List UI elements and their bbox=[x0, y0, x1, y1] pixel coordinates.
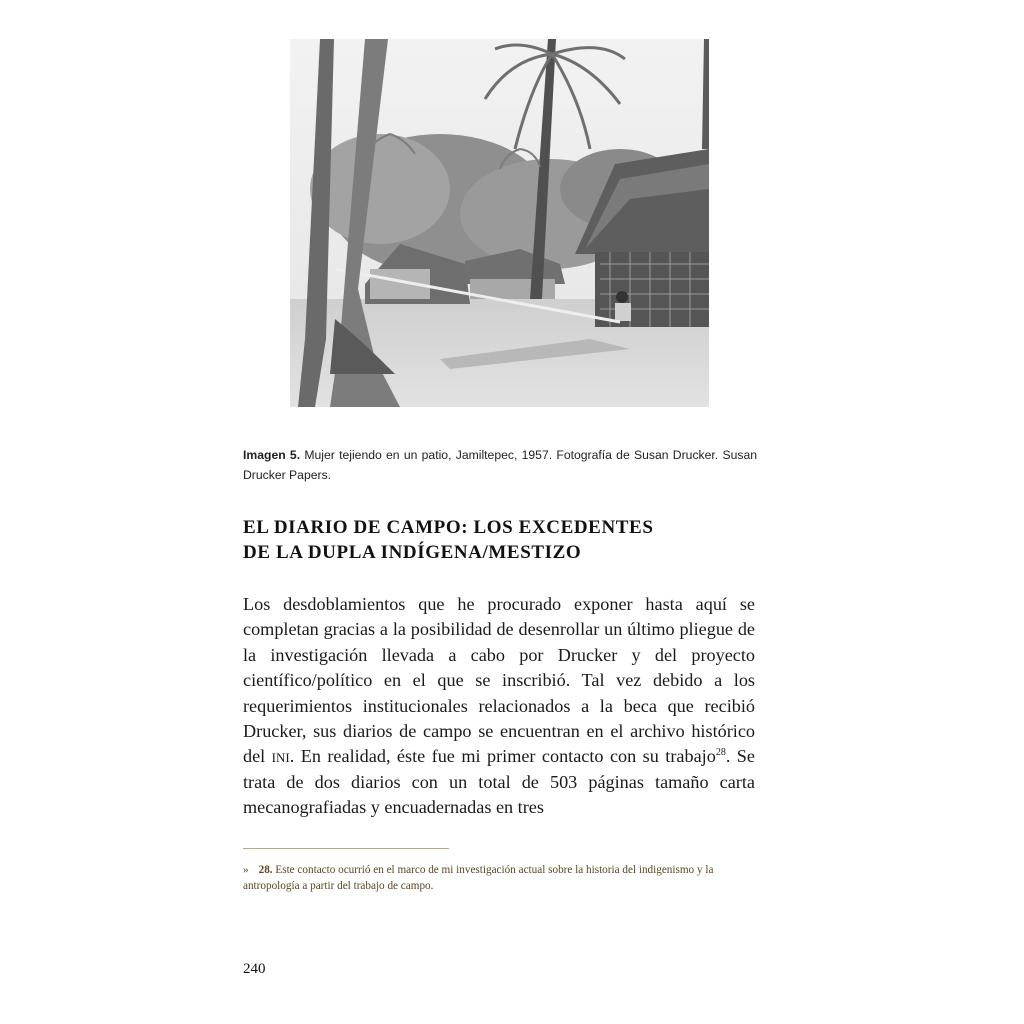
acronym-ini: ini bbox=[271, 746, 290, 767]
section-heading-line-1: EL DIARIO DE CAMPO: LOS EXCEDENTES bbox=[243, 517, 654, 538]
body-text-part-1: Los desdoblamientos que he procurado exponer hasta aquí se completan gracias a la posibilidad de desenrollar un último pliegue de la investigación llevada a cabo por Drucker y del proyecto científico/político en el que se inscribió. Tal vez debido a los requerimientos institucionales relacionados a la beca que recibió Drucker, sus diarios de campo se encuentran en el archivo histórico del bbox=[243, 594, 755, 767]
footnote-marker-icon: » bbox=[243, 864, 249, 876]
footnote-number: 28. bbox=[258, 864, 273, 876]
caption-label: Imagen 5. bbox=[243, 448, 301, 462]
footnote-separator bbox=[243, 848, 449, 849]
page-number: 240 bbox=[243, 961, 266, 977]
caption-text: Mujer tejiendo en un patio, Jamiltepec, 1957. Fotografía de Susan Drucker. Susan Drucker Papers. bbox=[243, 448, 757, 482]
photo-illustration bbox=[290, 39, 709, 407]
footnote bbox=[243, 862, 757, 894]
footnote-reference[interactable]: 28 bbox=[715, 747, 726, 759]
body-paragraph bbox=[243, 592, 755, 821]
body-text-part-2: . En realidad, éste fue mi primer contacto con su trabajo bbox=[289, 746, 716, 767]
photograph-woman-weaving bbox=[290, 39, 709, 407]
footnote-text: Este contacto ocurrió en el marco de mi investigación actual sobre la historia del indigenismo y la antropología a partir del trabajo de campo. bbox=[243, 864, 714, 892]
section-heading bbox=[243, 515, 757, 565]
body-text-part-3: . Se trata de dos diarios con un total de 503 páginas tamaño carta mecanografiadas y encuadernadas en tres bbox=[243, 746, 755, 818]
figure-caption bbox=[243, 445, 757, 485]
section-heading-line-2: DE LA DUPLA INDÍGENA/MESTIZO bbox=[243, 542, 582, 563]
